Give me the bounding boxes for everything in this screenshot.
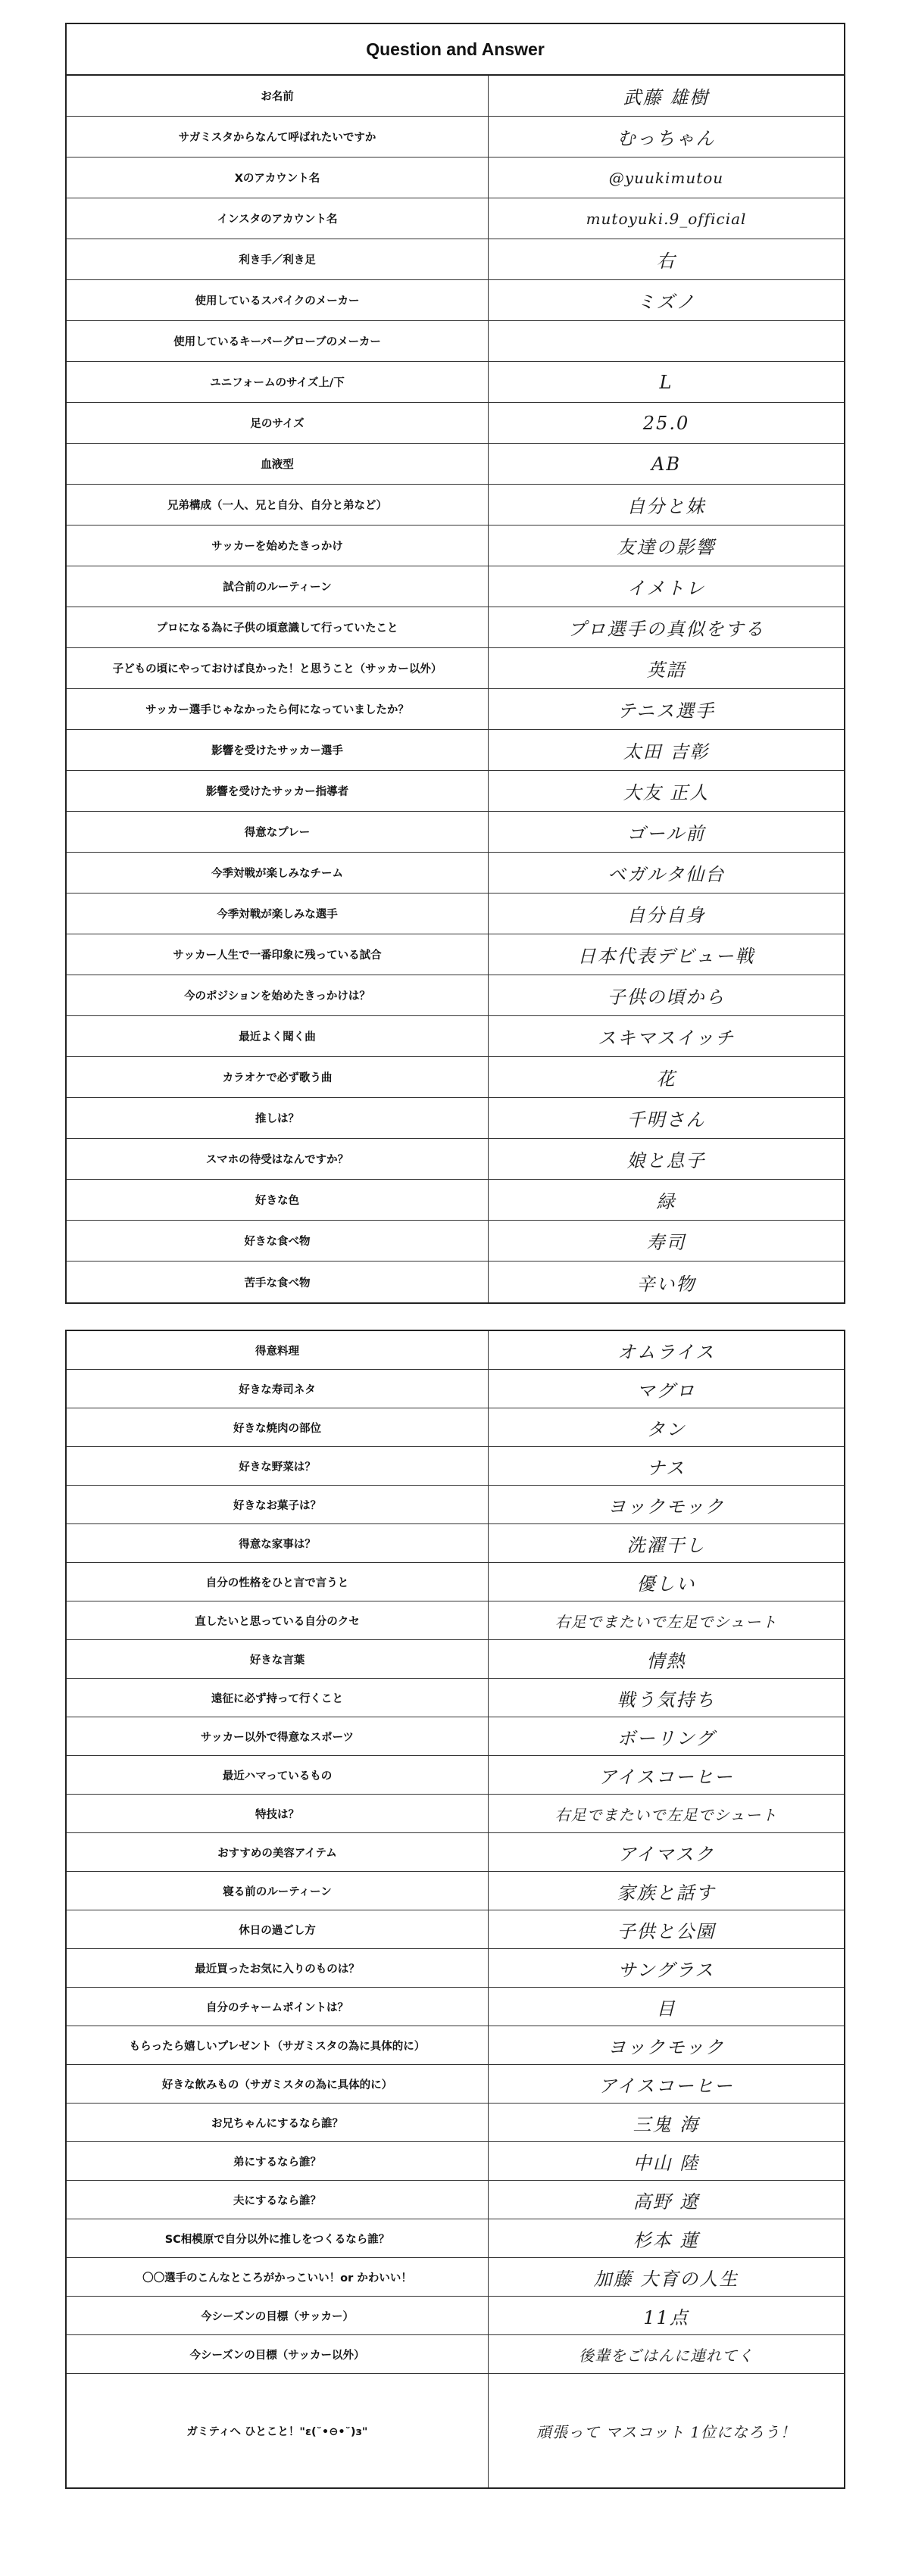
qa-row <box>67 157 844 198</box>
qa-row <box>67 1016 844 1057</box>
qa-row <box>67 771 844 812</box>
qa-row <box>67 2065 844 2104</box>
qa-table-2 <box>67 1331 844 2487</box>
question-label: 最近買ったお気に入りのものは？ <box>67 1949 489 1987</box>
qa-row <box>67 1057 844 1098</box>
answer-text: ナス <box>646 1457 686 1479</box>
answer-text: 情熱 <box>646 1650 686 1672</box>
answer-text: 大友 正人 <box>623 782 710 803</box>
qa-row <box>67 1949 844 1988</box>
qa-row <box>67 2297 844 2335</box>
answer-text: 三鬼 海 <box>633 2113 700 2135</box>
question-label: 好きな焼肉の部位 <box>67 1408 489 1446</box>
qa-row <box>67 1524 844 1563</box>
answer-text: 高野 遼 <box>633 2191 700 2213</box>
answer-text: マグロ <box>636 1380 696 1402</box>
answer-text: 辛い物 <box>636 1273 696 1295</box>
answer-text: 優しい <box>636 1573 696 1595</box>
qa-row <box>67 1756 844 1795</box>
answer-text: 自分と妹 <box>626 496 706 517</box>
answer-text: 加藤 大育の人生 <box>593 2268 739 2290</box>
answer-text: mutoyuki.9_official <box>586 209 747 228</box>
qa-row <box>67 648 844 689</box>
question-label: 好きな色 <box>67 1180 489 1220</box>
qa-row <box>67 1833 844 1872</box>
qa-row <box>67 934 844 975</box>
qa-row <box>67 2026 844 2065</box>
question-label: 好きな野菜は？ <box>67 1447 489 1485</box>
question-label: 得意な家事は？ <box>67 1524 489 1562</box>
qa-row <box>67 2104 844 2142</box>
qa-row <box>67 321 844 362</box>
question-label: 利き手／利き足 <box>67 239 489 279</box>
question-label: 遠征に必ず持って行くこと <box>67 1679 489 1717</box>
answer-text: ヨックモック <box>608 1495 725 1517</box>
answer-text: 英語 <box>646 660 686 681</box>
qa-row <box>67 525 844 566</box>
qa-sheet-2 <box>65 1330 845 2489</box>
question-label: Xのアカウント名 <box>67 157 489 198</box>
qa-row <box>67 689 844 730</box>
question-label: 今シーズンの目標（サッカー以外） <box>67 2335 489 2373</box>
answer-text: ボーリング <box>617 1727 716 1749</box>
answer-text: ヨックモック <box>608 2036 725 2058</box>
qa-row <box>67 1717 844 1756</box>
question-label: 弟にするなら誰？ <box>67 2142 489 2180</box>
question-label: 血液型 <box>67 444 489 484</box>
answer-text: ミズノ <box>636 292 696 313</box>
question-label: 苦手な食べ物 <box>67 1261 489 1302</box>
question-label: サッカーを始めたきっかけ <box>67 525 489 566</box>
answer-text: 右 <box>656 251 676 272</box>
answer-text: 中山 陸 <box>633 2152 700 2174</box>
answer-text: ゴール前 <box>626 823 706 844</box>
question-label: 自分のチャームポイントは？ <box>67 1988 489 2026</box>
qa-row <box>67 2181 844 2219</box>
question-label: 今のポジションを始めたきっかけは？ <box>67 975 489 1015</box>
answer-text: 後輩をごはんに連れてく <box>579 2346 754 2365</box>
question-label: サッカー人生で一番印象に残っている試合 <box>67 934 489 975</box>
answer-text: 花 <box>656 1068 676 1090</box>
answer-text: スキマスイッチ <box>597 1028 736 1049</box>
qa-row <box>67 1221 844 1261</box>
question-label: もらったら嬉しいプレゼント（サガミスタの為に具体的に） <box>67 2026 489 2064</box>
page-title: Question and Answer <box>67 24 844 76</box>
answer-text: 緑 <box>656 1191 676 1212</box>
qa-row <box>67 1408 844 1447</box>
answer-text: 家族と話す <box>617 1882 716 1904</box>
answer-text: AB <box>651 453 681 475</box>
qa-row <box>67 975 844 1016</box>
answer-text: むっちゃん <box>617 128 716 149</box>
answer-text: 自分自身 <box>626 905 706 926</box>
question-label: 好きなお菓子は？ <box>67 1486 489 1523</box>
question-label: 今季対戦が楽しみなチーム <box>67 853 489 893</box>
answer-text: 11点 <box>643 2306 689 2328</box>
answer-text: アイスコーヒー <box>598 2075 734 2097</box>
qa-row <box>67 117 844 157</box>
answer-text: タン <box>646 1418 686 1440</box>
answer-text: 頑張って マスコット 1位になろう！ <box>536 2422 797 2441</box>
question-label: ユニフォームのサイズ上/下 <box>67 362 489 402</box>
question-label: プロになる為に子供の頃意識して行っていたこと <box>67 607 489 647</box>
question-label: 好きな飲みもの（サガミスタの為に具体的に） <box>67 2065 489 2103</box>
answer-text: 友達の影響 <box>617 537 716 558</box>
question-label: 最近ハマっているもの <box>67 1756 489 1794</box>
qa-row <box>67 1872 844 1910</box>
question-label: 自分の性格をひと言で言うと <box>67 1563 489 1601</box>
answer-text: 千明さん <box>626 1109 706 1131</box>
qa-row <box>67 239 844 280</box>
qa-row <box>67 1370 844 1408</box>
qa-row <box>67 1180 844 1221</box>
question-label: 最近よく聞く曲 <box>67 1016 489 1056</box>
question-label: SC相模原で自分以外に推しをつくるなら誰？ <box>67 2219 489 2257</box>
question-label: スマホの待受はなんですか？ <box>67 1139 489 1179</box>
answer-text: オムライス <box>617 1341 716 1363</box>
qa-row <box>67 485 844 525</box>
question-label: おすすめの美容アイテム <box>67 1833 489 1871</box>
qa-row <box>67 1098 844 1139</box>
qa-row <box>67 2335 844 2374</box>
qa-table-1 <box>67 76 844 1302</box>
answer-text: プロ選手の真似をする <box>567 619 765 640</box>
answer-text: ベガルタ仙台 <box>607 864 726 885</box>
qa-row <box>67 198 844 239</box>
qa-row <box>67 1563 844 1601</box>
question-label: 好きな言葉 <box>67 1640 489 1678</box>
qa-row <box>67 1139 844 1180</box>
question-label: 子どもの頃にやっておけば良かった！と思うこと（サッカー以外） <box>67 648 489 688</box>
answer-text: 目 <box>656 1997 676 2019</box>
qa-row <box>67 2142 844 2181</box>
qa-row <box>67 1447 844 1486</box>
answer-text: 寿司 <box>646 1232 686 1253</box>
qa-row <box>67 607 844 648</box>
question-label: 寝る前のルーティーン <box>67 1872 489 1910</box>
qa-row <box>67 444 844 485</box>
answer-text: L <box>659 371 673 393</box>
answer-text: 右足でまたいで左足でシュート <box>554 1805 778 1824</box>
qa-row <box>67 362 844 403</box>
qa-row <box>67 730 844 771</box>
qa-row <box>67 280 844 321</box>
question-label: サッカー選手じゃなかったら何になっていましたか？ <box>67 689 489 729</box>
answer-text: 杉本 蓮 <box>633 2229 700 2251</box>
answer-text: 洗濯干し <box>626 1534 706 1556</box>
qa-row <box>67 853 844 893</box>
question-label: 足のサイズ <box>67 403 489 443</box>
question-label: お兄ちゃんにするなら誰？ <box>67 2104 489 2141</box>
question-label: 好きな食べ物 <box>67 1221 489 1261</box>
qa-sheet-1 <box>65 23 845 1304</box>
answer-text: サングラス <box>617 1959 715 1981</box>
answer-text: アイマスク <box>617 1843 715 1865</box>
qa-row <box>67 1679 844 1717</box>
question-label: 使用しているスパイクのメーカー <box>67 280 489 320</box>
question-label: 夫にするなら誰？ <box>67 2181 489 2219</box>
question-label: インスタのアカウント名 <box>67 198 489 239</box>
question-label: 今シーズンの目標（サッカー） <box>67 2297 489 2334</box>
qa-row <box>67 1640 844 1679</box>
question-label: 影響を受けたサッカー指導者 <box>67 771 489 811</box>
question-label: 使用しているキーパーグローブのメーカー <box>67 321 489 361</box>
qa-row <box>67 566 844 607</box>
question-label: お名前 <box>67 76 489 116</box>
answer-text <box>489 321 844 361</box>
question-label: 兄弟構成（一人、兄と自分、自分と弟など） <box>67 485 489 525</box>
answer-text: アイスコーヒー <box>598 1766 734 1788</box>
answer-text: 右足でまたいで左足でシュート <box>554 1612 778 1631</box>
question-label: 推しは？ <box>67 1098 489 1138</box>
answer-text: 子供と公園 <box>617 1920 716 1942</box>
qa-row <box>67 1331 844 1370</box>
qa-row <box>67 1486 844 1524</box>
qa-row <box>67 812 844 853</box>
qa-row <box>67 2219 844 2258</box>
qa-row <box>67 1261 844 1302</box>
question-label: 直したいと思っている自分のクセ <box>67 1601 489 1639</box>
answer-text: イメトレ <box>626 578 706 599</box>
qa-row <box>67 1988 844 2026</box>
question-label: 今季対戦が楽しみな選手 <box>67 893 489 934</box>
question-label: 〇〇選手のこんなところがかっこいい！or かわいい！ <box>67 2258 489 2296</box>
question-label: サガミスタからなんて呼ばれたいですか <box>67 117 489 157</box>
qa-row <box>67 1601 844 1640</box>
qa-row <box>67 403 844 444</box>
qa-row <box>67 1795 844 1833</box>
question-label: 特技は？ <box>67 1795 489 1832</box>
answer-text: 子供の頃から <box>607 987 726 1008</box>
answer-text: @yuukimutou <box>608 168 724 187</box>
qa-row <box>67 76 844 117</box>
question-label: カラオケで必ず歌う曲 <box>67 1057 489 1097</box>
question-label: 休日の過ごし方 <box>67 1910 489 1948</box>
answer-text: 戦う気持ち <box>617 1689 716 1711</box>
answer-text: 日本代表デビュー戦 <box>577 946 755 967</box>
question-label: ガミティへ ひとこと！"ε(˘•⊖•˘)з" <box>67 2374 489 2487</box>
answer-text: テニス選手 <box>617 700 716 722</box>
question-label: 得意なプレー <box>67 812 489 852</box>
qa-row <box>67 893 844 934</box>
question-label: 試合前のルーティーン <box>67 566 489 607</box>
question-label: 得意料理 <box>67 1331 489 1369</box>
question-label: 影響を受けたサッカー選手 <box>67 730 489 770</box>
qa-row <box>67 2258 844 2297</box>
question-label: サッカー以外で得意なスポーツ <box>67 1717 489 1755</box>
qa-row <box>67 2374 844 2487</box>
qa-row <box>67 1910 844 1949</box>
answer-text: 武藤 雄樹 <box>623 87 710 108</box>
answer-text: 太田 吉彰 <box>623 741 710 763</box>
question-label: 好きな寿司ネタ <box>67 1370 489 1408</box>
answer-text: 25.0 <box>642 412 690 434</box>
answer-text: 娘と息子 <box>626 1150 706 1171</box>
